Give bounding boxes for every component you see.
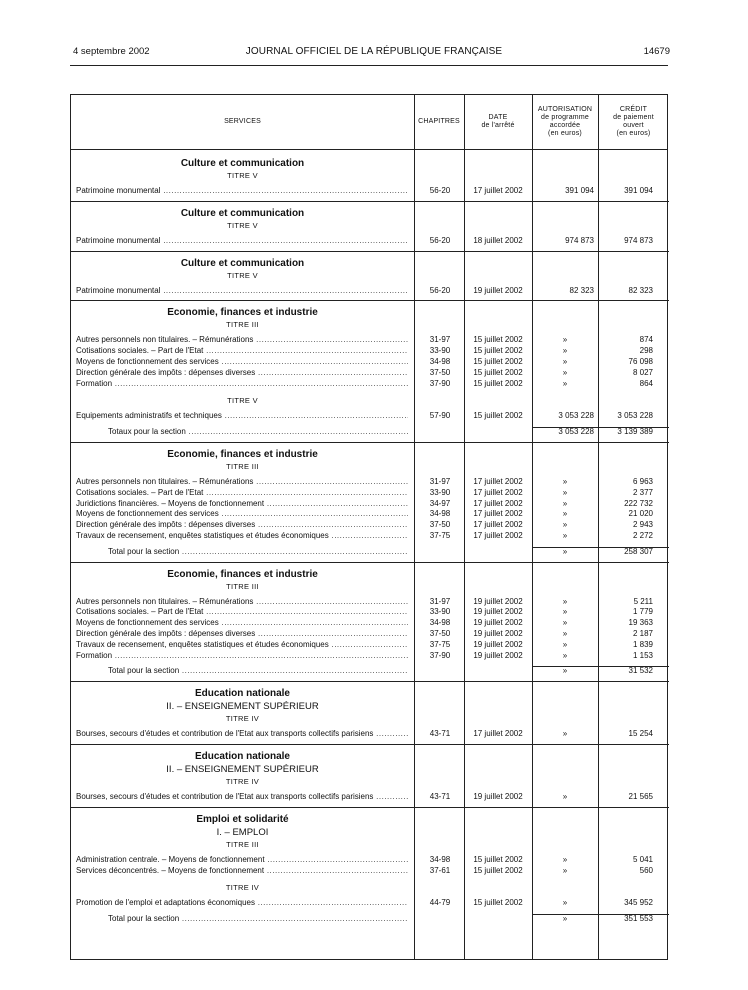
row-chapitre: 37-90 — [429, 650, 451, 660]
row-date: 18 juillet 2002 — [473, 235, 523, 245]
row-credit: 1 839 — [632, 639, 653, 649]
total-label: Total pour la section ..... — [108, 666, 408, 677]
ministry-name: Economie, finances et industrie — [167, 307, 318, 319]
table-row — [71, 855, 669, 866]
total-block — [71, 914, 669, 925]
row-chapitre: 37-75 — [429, 530, 451, 540]
row-date: 15 juillet 2002 — [473, 865, 523, 875]
spacer — [71, 925, 669, 929]
row-credit: 5 041 — [632, 854, 653, 864]
row-autorisation: 3 053 228 — [558, 411, 594, 421]
table-row — [71, 640, 669, 651]
row-label: Patrimoine monumental ..... — [76, 186, 408, 197]
row-chapitre: 37-50 — [429, 367, 451, 377]
credits-table — [70, 94, 668, 960]
ministry-section — [71, 151, 669, 201]
header-rule — [70, 65, 668, 66]
row-autorisation: » — [562, 729, 568, 739]
row-chapitre: 44-79 — [429, 898, 451, 908]
row-label: Travaux de recensement, enquêtes statistiques et études économiques ..... — [76, 640, 408, 651]
titre-heading: TITRE IV — [225, 776, 260, 786]
table-row — [71, 898, 669, 909]
col-header-credit: CRÉDIT de paiement ouvert (en euros) — [613, 106, 654, 137]
row-date: 19 juillet 2002 — [473, 650, 523, 660]
row-label: Equipements administratifs et techniques ..... — [76, 411, 408, 422]
titre-heading: TITRE V — [227, 396, 258, 406]
row-chapitre: 57-90 — [429, 411, 451, 421]
total-row — [71, 427, 669, 438]
total-autorisation: » — [562, 666, 568, 676]
page-number: 14679 — [643, 46, 670, 57]
row-date: 15 juillet 2002 — [473, 411, 523, 421]
row-label: Autres personnels non titulaires. – Rémunérations ..... — [76, 597, 408, 608]
row-credit: 5 211 — [633, 596, 653, 606]
col-header-chapitres: CHAPITRES — [418, 118, 460, 125]
titre-heading: TITRE IV — [225, 714, 260, 724]
row-credit: 1 779 — [632, 607, 653, 617]
row-date: 15 juillet 2002 — [473, 854, 523, 864]
table-row — [71, 509, 669, 520]
total-row — [71, 914, 669, 925]
row-chapitre: 34-98 — [429, 854, 451, 864]
titre-heading: TITRE III — [226, 581, 259, 591]
row-credit: 82 323 — [628, 285, 653, 295]
row-label: Bourses, secours d'études et contribution de l'Etat aux transports collectifs parisiens ..... — [76, 729, 408, 740]
ministry-part: I. – EMPLOI — [216, 826, 269, 838]
row-credit: 2 187 — [632, 628, 653, 638]
table-row — [71, 531, 669, 542]
header-divider — [71, 149, 667, 150]
row-date: 15 juillet 2002 — [473, 367, 523, 377]
row-label: Travaux de recensement, enquêtes statistiques et études économiques ..... — [76, 531, 408, 542]
table-row — [71, 866, 669, 877]
row-chapitre: 34-98 — [429, 618, 451, 628]
table-row — [71, 411, 669, 422]
ministry-name: Emploi et solidarité — [196, 813, 289, 825]
row-label: Patrimoine monumental ..... — [76, 286, 408, 297]
ministry-part: II. – ENSEIGNEMENT SUPÉRIEUR — [166, 701, 319, 713]
row-autorisation: » — [562, 487, 568, 497]
row-label: Promotion de l'emploi et adaptations économiques ..... — [76, 898, 408, 909]
table-row — [71, 618, 669, 629]
row-date: 17 juillet 2002 — [473, 729, 523, 739]
table-row — [71, 335, 669, 346]
row-autorisation: » — [562, 650, 568, 660]
ministry-section — [71, 201, 669, 251]
row-credit: 8 027 — [632, 367, 653, 377]
row-credit: 298 — [639, 346, 653, 356]
table-row — [71, 286, 669, 297]
table-row — [71, 236, 669, 247]
row-credit: 1 153 — [632, 650, 653, 660]
row-credit: 76 098 — [628, 356, 653, 366]
row-chapitre: 34-98 — [429, 509, 451, 519]
row-chapitre: 33-90 — [429, 346, 451, 356]
row-autorisation: » — [562, 530, 568, 540]
row-label: Bourses, secours d'études et contribution de l'Etat aux transports collectifs parisiens ..... — [76, 792, 408, 803]
row-date: 19 juillet 2002 — [473, 618, 523, 628]
row-autorisation: » — [562, 898, 568, 908]
row-date: 17 juillet 2002 — [473, 487, 523, 497]
row-date: 17 juillet 2002 — [473, 186, 523, 195]
row-label: Direction générale des impôts : dépenses diverses ..... — [76, 520, 408, 531]
titre-heading: TITRE V — [227, 171, 258, 180]
ministry-part: II. – ENSEIGNEMENT SUPÉRIEUR — [166, 763, 319, 775]
table-row — [71, 499, 669, 510]
titre-heading: TITRE III — [226, 461, 259, 471]
row-credit: 391 094 — [624, 186, 653, 195]
row-autorisation: » — [562, 520, 568, 530]
row-autorisation: » — [562, 346, 568, 356]
row-chapitre: 56-20 — [429, 285, 451, 295]
row-date: 15 juillet 2002 — [473, 356, 523, 366]
row-autorisation: » — [562, 854, 568, 864]
row-date: 19 juillet 2002 — [473, 628, 523, 638]
titre-heading: TITRE IV — [225, 883, 260, 893]
row-autorisation: » — [562, 509, 568, 519]
row-chapitre: 34-97 — [429, 498, 451, 508]
total-autorisation: 3 053 228 — [558, 427, 594, 437]
row-chapitre: 43-71 — [429, 729, 451, 739]
row-chapitre: 31-97 — [429, 596, 451, 606]
row-autorisation: » — [562, 618, 568, 628]
row-credit: 974 873 — [624, 235, 653, 245]
row-autorisation: » — [562, 639, 568, 649]
ministry-name: Culture et communication — [180, 257, 305, 269]
ministry-name: Education nationale — [194, 750, 290, 762]
row-date: 15 juillet 2002 — [473, 335, 523, 345]
titre-heading: TITRE III — [226, 320, 259, 330]
total-credit: 258 307 — [624, 546, 653, 556]
row-chapitre: 31-97 — [429, 476, 451, 486]
row-autorisation: » — [562, 607, 568, 617]
table-row — [71, 357, 669, 368]
total-label: Total pour la section ..... — [108, 914, 408, 925]
row-date: 17 juillet 2002 — [473, 498, 523, 508]
table-row — [71, 488, 669, 499]
total-autorisation: » — [562, 546, 568, 556]
row-chapitre: 56-20 — [429, 186, 451, 195]
ministry-name: Education nationale — [194, 688, 290, 700]
row-label: Autres personnels non titulaires. – Rémunérations ..... — [76, 335, 408, 346]
row-chapitre: 37-90 — [429, 378, 451, 388]
row-label: Cotisations sociales. – Part de l'Etat ..... — [76, 488, 408, 499]
row-label: Formation ..... — [76, 651, 408, 662]
row-credit: 2 943 — [632, 520, 653, 530]
row-date: 17 juillet 2002 — [473, 509, 523, 519]
row-label: Direction générale des impôts : dépenses diverses ..... — [76, 629, 408, 640]
table-body — [71, 151, 669, 929]
row-autorisation: » — [562, 367, 568, 377]
total-credit: 351 553 — [624, 914, 653, 924]
ministry-section — [71, 807, 669, 929]
titre-heading: TITRE V — [227, 220, 258, 230]
total-row — [71, 666, 669, 677]
row-date: 17 juillet 2002 — [473, 476, 523, 486]
row-chapitre: 31-97 — [429, 335, 451, 345]
row-label: Autres personnels non titulaires. – Rémunérations ..... — [76, 477, 408, 488]
row-chapitre: 37-50 — [429, 628, 451, 638]
col-header-services: SERVICES — [224, 118, 261, 125]
row-label: Administration centrale. – Moyens de fonctionnement ..... — [76, 855, 408, 866]
row-credit: 19 363 — [628, 618, 653, 628]
row-label: Services déconcentrés. – Moyens de fonctionnement ..... — [76, 866, 408, 877]
ministry-name: Culture et communication — [180, 207, 305, 219]
row-autorisation: » — [562, 865, 568, 875]
row-chapitre: 43-71 — [429, 791, 451, 801]
titre-heading: TITRE III — [226, 839, 259, 849]
row-autorisation: » — [562, 498, 568, 508]
row-autorisation: 391 094 — [565, 186, 594, 195]
row-label: Cotisations sociales. – Part de l'Etat ..... — [76, 346, 408, 357]
journal-title: JOURNAL OFFICIEL DE LA RÉPUBLIQUE FRANÇAISE — [245, 46, 503, 57]
total-block — [71, 547, 669, 558]
row-chapitre: 37-61 — [429, 865, 451, 875]
table-row — [71, 629, 669, 640]
table-row — [71, 607, 669, 618]
ministry-name: Culture et communication — [180, 158, 305, 169]
row-label: Moyens de fonctionnement des services ..... — [76, 357, 408, 368]
row-credit: 560 — [639, 865, 653, 875]
table-row — [71, 346, 669, 357]
total-autorisation: » — [562, 914, 568, 924]
total-label: Total pour la section ..... — [108, 547, 408, 558]
row-credit: 21 565 — [628, 791, 653, 801]
total-row — [71, 547, 669, 558]
row-label: Patrimoine monumental ..... — [76, 236, 408, 247]
ministry-section — [71, 744, 669, 807]
titre-heading: TITRE V — [227, 270, 258, 280]
ministry-section — [71, 681, 669, 744]
row-label: Formation ..... — [76, 379, 408, 390]
total-block — [71, 427, 669, 438]
row-credit: 6 963 — [632, 476, 653, 486]
row-credit: 2 377 — [632, 487, 653, 497]
page-date: 4 septembre 2002 — [73, 46, 150, 57]
row-date: 19 juillet 2002 — [473, 285, 523, 295]
row-autorisation: » — [562, 378, 568, 388]
row-chapitre: 33-90 — [429, 487, 451, 497]
row-credit: 222 732 — [624, 498, 653, 508]
total-credit: 31 532 — [628, 666, 653, 676]
row-date: 19 juillet 2002 — [473, 607, 523, 617]
row-credit: 21 020 — [628, 509, 653, 519]
table-row — [71, 651, 669, 662]
row-chapitre: 34-98 — [429, 356, 451, 366]
row-autorisation: » — [562, 628, 568, 638]
ministry-section — [71, 442, 669, 562]
row-autorisation: » — [562, 476, 568, 486]
ministry-section — [71, 562, 669, 682]
row-date: 19 juillet 2002 — [473, 596, 523, 606]
row-autorisation: 974 873 — [565, 235, 594, 245]
col-header-date: DATE de l'arrêté — [481, 114, 515, 129]
row-chapitre: 33-90 — [429, 607, 451, 617]
table-row — [71, 792, 669, 803]
row-credit: 345 952 — [624, 898, 653, 908]
row-credit: 874 — [639, 335, 653, 345]
row-autorisation: » — [562, 335, 568, 345]
row-chapitre: 37-75 — [429, 639, 451, 649]
row-credit: 2 272 — [632, 530, 653, 540]
total-label: Totaux pour la section ..... — [108, 427, 408, 438]
row-date: 19 juillet 2002 — [473, 639, 523, 649]
total-credit: 3 139 389 — [617, 427, 653, 437]
row-date: 15 juillet 2002 — [473, 378, 523, 388]
row-credit: 15 254 — [628, 729, 653, 739]
table-row — [71, 520, 669, 531]
row-date: 15 juillet 2002 — [473, 898, 523, 908]
row-autorisation: 82 323 — [569, 285, 594, 295]
row-date: 17 juillet 2002 — [473, 520, 523, 530]
row-autorisation: » — [562, 356, 568, 366]
ministry-name: Economie, finances et industrie — [167, 568, 318, 580]
table-row — [71, 379, 669, 390]
row-date: 17 juillet 2002 — [473, 530, 523, 540]
row-chapitre: 56-20 — [429, 235, 451, 245]
ministry-section — [71, 300, 669, 442]
col-header-autorisation: AUTORISATION de programme accordée (en euros) — [537, 106, 593, 137]
row-credit: 864 — [639, 378, 653, 388]
table-row — [71, 368, 669, 379]
row-label: Cotisations sociales. – Part de l'Etat ..... — [76, 607, 408, 618]
row-label: Juridictions financières. – Moyens de fonctionnement ..... — [76, 499, 408, 510]
row-label: Moyens de fonctionnement des services ..... — [76, 509, 408, 520]
table-row — [71, 477, 669, 488]
table-row — [71, 597, 669, 608]
row-chapitre: 37-50 — [429, 520, 451, 530]
table-row — [71, 186, 669, 197]
ministry-name: Economie, finances et industrie — [167, 448, 318, 460]
row-date: 15 juillet 2002 — [473, 346, 523, 356]
row-label: Direction générale des impôts : dépenses diverses ..... — [76, 368, 408, 379]
row-autorisation: » — [562, 596, 568, 606]
ministry-section — [71, 251, 669, 301]
total-block — [71, 666, 669, 677]
table-row — [71, 729, 669, 740]
row-label: Moyens de fonctionnement des services ..... — [76, 618, 408, 629]
row-date: 19 juillet 2002 — [473, 791, 523, 801]
row-credit: 3 053 228 — [617, 411, 653, 421]
row-autorisation: » — [562, 791, 568, 801]
